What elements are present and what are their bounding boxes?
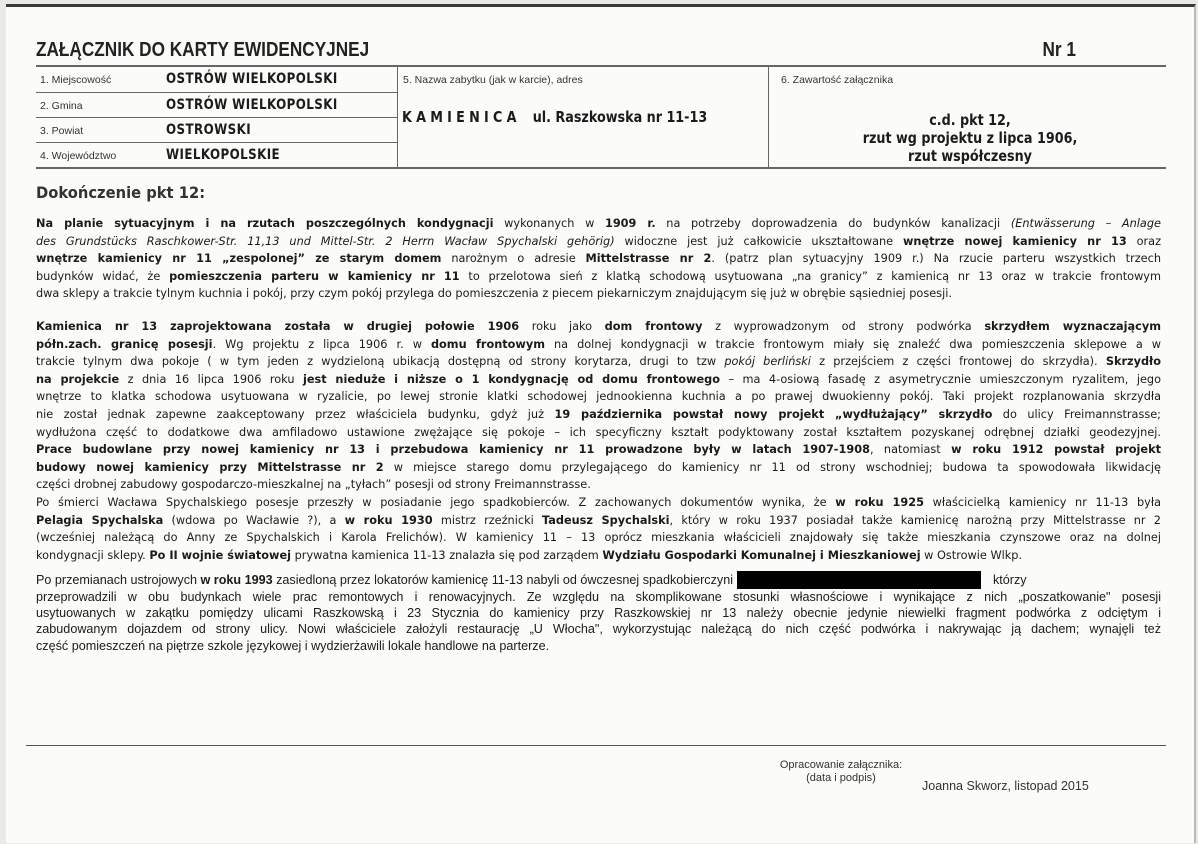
bold-text: w roku 1930 xyxy=(344,513,433,527)
monument-label: 5. Nazwa zabytku (jak w karcie), adres xyxy=(403,74,583,86)
monument-value xyxy=(402,108,707,126)
text-line xyxy=(36,459,1161,477)
contents-line: rzut współczesny xyxy=(908,147,1032,165)
bold-text: wnętrze kamienicy nr 11 „zespolonej” ze starym domem xyxy=(36,252,442,266)
text-segment: . (patrz plan sytuacyjny 1909 r.) Na rzucie parteru wszystkich trzech xyxy=(711,252,1161,266)
bold-text: Po II wojnie światowej xyxy=(149,548,292,562)
text-segment: to przelotowa sień z klatką schodową usytuowana „na granicy” z kamienicą nr 13 oraz w trakcie frontowym xyxy=(459,269,1161,283)
italic-text: pokój berliński xyxy=(724,355,811,369)
text-segment: mistrz rzeźnicki xyxy=(432,513,542,527)
signature-label xyxy=(766,759,916,785)
text-segment: właścicielką kamienicy nr 11-13 była xyxy=(923,495,1162,509)
divider xyxy=(397,67,398,167)
text-segment: widoczne jest już całkowicie ukształtowane xyxy=(614,234,903,248)
text-segment: prywatna kamienica 11-13 znalazła się pod zarządem xyxy=(291,548,603,562)
text-line xyxy=(36,371,1161,389)
text-segment: Po przemianach ustrojowych xyxy=(36,573,201,587)
paragraph-history xyxy=(36,318,1161,564)
footer-divider xyxy=(26,745,1166,746)
text-segment: wykonanych w xyxy=(493,217,605,230)
text-segment: do ulicy Freimannstrasse; xyxy=(992,407,1161,421)
text-segment: z wyprowadzonym od strony podwórka xyxy=(702,320,985,333)
bold-text: wnętrze nowej kamienicy nr 13 xyxy=(902,234,1127,248)
text-segment: , który w roku 1937 posiadał także kamienicę narożną przy Mittelstrasse nr 2 xyxy=(669,513,1161,527)
text-line xyxy=(36,353,1161,371)
text-segment: z przejściem z części frontowej do skrzydła). xyxy=(810,355,1106,369)
bold-text: dom frontowy xyxy=(604,320,703,333)
bold-text: domu frontowym xyxy=(430,337,545,351)
text-line xyxy=(36,285,1161,303)
section-heading: Dokończenie pkt 12: xyxy=(36,183,206,202)
text-line xyxy=(36,547,1161,565)
text-line xyxy=(36,589,1161,605)
text-line xyxy=(36,250,1161,268)
field-label: 3. Powiat xyxy=(40,125,84,137)
bold-text: Mittelstrasse nr 2 xyxy=(585,252,712,266)
bold-text: w roku 1912 powstał projekt xyxy=(951,443,1161,457)
field-label: 1. Miejscowość xyxy=(40,74,112,86)
field-value: OSTRÓW WIELKOPOLSKI xyxy=(166,71,338,87)
bold-text: 1909 r. xyxy=(604,217,656,230)
text-line xyxy=(36,571,1161,589)
text-segment: nie został jednak zapewne zaakceptowany przez właściciela budynku, gdyż już xyxy=(36,407,555,421)
bold-text: na projekcie xyxy=(36,372,120,386)
text-segment: . Wg projektu z lipca 1906 r. w xyxy=(212,337,431,351)
bold-text: jest nieduże i niższe o 1 kondygnację od domu frontowego xyxy=(302,372,720,386)
bold-text: Skrzydło xyxy=(1105,355,1162,369)
text-segment: zasiedloną przez lokatorów kamienicę 11-13 nabyli od ówczesnej spadkobierczyni xyxy=(272,573,733,587)
text-line xyxy=(36,268,1161,286)
text-line xyxy=(36,441,1161,459)
bold-text: Kamienica nr 13 zaprojektowana została w drugiej połowie 1906 xyxy=(36,320,520,333)
document-page xyxy=(6,4,1196,843)
bold-text: budowy nowej kamienicy przy Mittelstrasse nr 2 xyxy=(36,460,384,474)
text-line xyxy=(36,494,1161,512)
bold-text: Pelagia Spychalska xyxy=(36,513,164,527)
text-segment: – ma 4-osiową fasadę z asymetrycznie umieszczonym ryzalitem, jego xyxy=(720,372,1162,386)
bold-text: Wydziału Gospodarki Komunalnej i Mieszkaniowej xyxy=(602,548,921,562)
text-segment: roku jako xyxy=(519,320,605,333)
text-segment: , natomiast xyxy=(869,443,952,457)
italic-text: des Grundstücks Raschkower-Str. 11,13 und Mittel-Str. 2 Herrn Wacław Spychalski gehörig) xyxy=(36,234,615,248)
text-line xyxy=(36,388,1161,406)
text-segment: w Ostrowie Wlkp. xyxy=(920,548,1023,562)
bold-text: Na planie sytuacyjnym i na rzutach poszczególnych kondygnacji xyxy=(36,217,494,230)
text-segment: (wdowa po Wacławie ?), a xyxy=(163,513,345,527)
contents-label: 6. Zawartość załącznika xyxy=(781,74,894,86)
field-county xyxy=(36,117,397,143)
text-segment: w miejsce starego domu przylegającego do kamienicy nr 11 od strony wschodniej; budowa ta spowodowała likwidację xyxy=(383,460,1161,474)
signature-label-line: Opracowanie załącznika: xyxy=(779,759,903,771)
bold-text: Prace budowlane przy nowej kamienicy nr 13 i przebudowa kamienicy nr 11 prowadzone były w latach 1907-1908 xyxy=(36,443,870,457)
text-segment: na potrzeby doprowadzenia do budynków kanalizacji xyxy=(655,217,1011,230)
text-line xyxy=(36,476,1161,494)
text-line xyxy=(36,512,1161,530)
text-segment: którzy xyxy=(993,573,1027,587)
text-segment: (wcześniej należącą do Anny ze Spychalskich i Karola Frelichów). W kamienicy 11 – 13 oprócz mieszkania właścicieli znajdowały się także mieszkania czynszowe oraz na dolnej xyxy=(36,531,1161,545)
text-segment: kondygnacji sklepy. xyxy=(36,548,150,562)
author-signature: Joanna Skworz, listopad 2015 xyxy=(922,779,1089,793)
text-segment: część pomieszczeń na piętrze szkole językowej i wydzierżawili lokale handlowe na parterze. xyxy=(36,638,550,653)
text-line xyxy=(36,336,1161,354)
text-segment: części drobnej zabudowy gospodarczo-mieszkalnej na „tyłach” posesji od strony Freimannstrasse. xyxy=(36,478,591,492)
redaction-bar xyxy=(737,571,981,589)
bold-text: skrzydłem wyznaczającym xyxy=(984,320,1161,333)
text-segment: zabudowanym dojazdem od strony ulicy. Nowi właściciele założyli restaurację „U Włocha", wykorzystując należącą do nich część podwórka i nakrywając ją dachem; wynajęli też xyxy=(36,622,1161,637)
attachment-number: Nr 1 xyxy=(1042,39,1076,61)
text-segment: z dnia 16 lipca 1906 roku xyxy=(119,372,303,386)
text-line xyxy=(36,605,1161,621)
field-locality xyxy=(36,67,397,92)
text-segment: trakcie tylnym dwa pokoje ( w tym jeden z wydzieloną ubikacją dostępną od strony korytarza, drugi to tzw xyxy=(36,355,725,369)
divider xyxy=(768,67,769,167)
field-value: OSTROWSKI xyxy=(166,122,252,138)
italic-text: (Entwässerung – Anlage xyxy=(1010,217,1161,230)
field-label: 4. Województwo xyxy=(40,150,117,162)
bold-text: 19 października powstał nowy projekt „wydłużający” skrzydło xyxy=(554,407,993,421)
field-voivodeship xyxy=(36,142,397,168)
signature-label-line: (data i podpis) xyxy=(806,772,876,784)
field-label: 2. Gmina xyxy=(40,100,83,112)
text-segment: Po śmierci Wacława Spychalskiego posesje przeszły w posiadanie jego spadkobierców. Z zachowanych dokumentów wynika, że xyxy=(36,495,836,509)
header-table xyxy=(36,65,1166,169)
text-segment: narożnym o adresie xyxy=(441,252,586,266)
text-line xyxy=(36,638,1161,654)
bold-text: pomieszczenia parteru w kamienicy nr 11 xyxy=(169,269,460,283)
text-segment: wydłużona część to dodatkowe dwa amfiladowo ustawione zwężające się pokoje – ich specyficzny kształt podyktowany został kształtem pozyskanej odrębnej działki geodezyjnej. xyxy=(36,425,1161,439)
paragraph-1909-plan xyxy=(36,215,1161,303)
bold-text: półn.zach. granicę posesji xyxy=(36,337,213,351)
text-line xyxy=(36,406,1161,424)
text-segment: budynków widać, że xyxy=(36,269,170,283)
contents-line: c.d. pkt 12, xyxy=(929,111,1011,129)
monument-address: ul. Raszkowska nr 11-13 xyxy=(532,108,708,126)
field-commune xyxy=(36,92,397,118)
text-segment: wnętrze to klatka schodowa usytuowana w ryzalicie, po lewej stronie klatki schodowej jednookienna kuchnia a po prawej dwuokienny pokój. Taki projekt rozplanowania skrzydła xyxy=(36,390,1161,404)
monument-name: KAMIENICA xyxy=(402,108,521,126)
contents-line: rzut wg projektu z lipca 1906, xyxy=(862,129,1078,147)
contents-value xyxy=(774,111,1166,165)
text-line xyxy=(36,233,1161,251)
bold-text: Tadeusz Spychalski xyxy=(542,513,670,527)
text-line xyxy=(36,318,1161,336)
text-segment: na dolnej kondygnacji w trakcie frontowym miały się znaleźć dwa pomieszczenia sklepowe a w xyxy=(545,337,1162,351)
text-segment: dwa sklepy a trakcie tylnym kuchnia i pokój, przy czym pokój przylega do pomieszczenia z piecem piekarniczym znajdującym się już w obrębie sąsiedniej posesji. xyxy=(36,287,952,301)
document-title: ZAŁĄCZNIK DO KARTY EWIDENCYJNEJ xyxy=(36,39,370,61)
text-line xyxy=(36,529,1161,547)
paragraph-1993 xyxy=(36,571,1161,654)
text-line xyxy=(36,215,1161,233)
bold-text: w roku 1925 xyxy=(835,495,924,509)
text-line xyxy=(36,621,1161,637)
field-value: WIELKOPOLSKIE xyxy=(166,147,281,163)
text-segment: usytuowanych w zakątku pomiędzy ulicami Raszkowską i 23 Stycznia do kamienicy przy Raszkowskiej nr 13 należy obecnie jedynie niewielki fragment podwórka z odciętym i xyxy=(36,606,1161,621)
field-value: OSTRÓW WIELKOPOLSKI xyxy=(166,97,338,113)
bold-text: w roku 1993 xyxy=(200,573,273,587)
text-segment: oraz xyxy=(1126,234,1162,248)
text-segment: przeprowadzili w obu budynkach wiele prac remontowych i renowacyjnych. Ze względu na skomplikowane stosunki własnościowe i wynikające z nich „poszatkowanie" posesji xyxy=(36,590,1161,604)
text-line xyxy=(36,424,1161,442)
